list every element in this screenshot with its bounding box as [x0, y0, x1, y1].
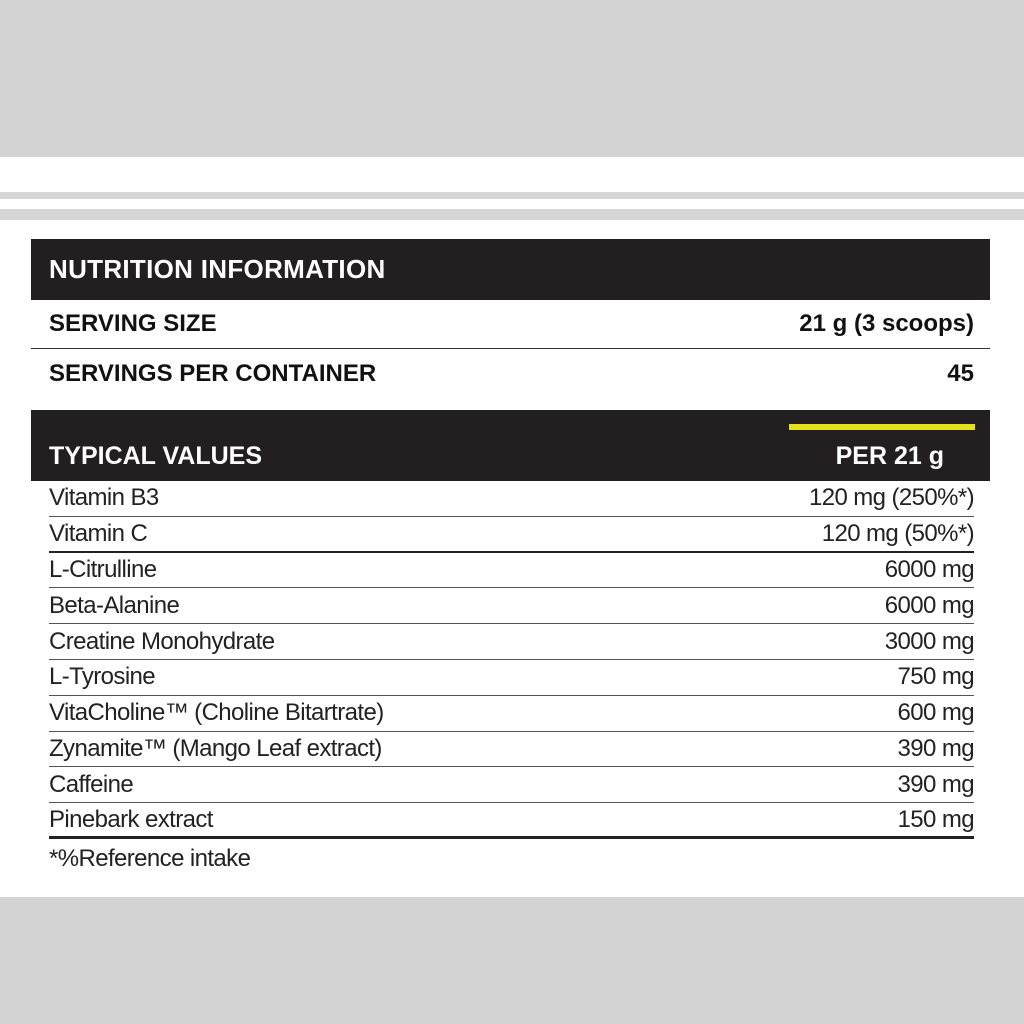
nutrient-list [31, 481, 990, 839]
panel-title: NUTRITION INFORMATION [31, 239, 990, 300]
nutrient-name: VitaCholine™ (Choline Bitartrate) [49, 699, 384, 727]
nutrient-name: L-Citrulline [49, 555, 157, 583]
table-row [49, 803, 974, 839]
nutrient-value: 600 mg [897, 699, 974, 727]
table-row [49, 767, 974, 803]
stripe-upper [0, 192, 1024, 199]
nutrient-value: 120 mg (50%*) [821, 519, 974, 547]
typical-values-header [31, 410, 990, 481]
nutrient-value: 6000 mg [884, 591, 974, 619]
nutrient-name: Vitamin C [49, 519, 148, 547]
nutrient-name: Zynamite™ (Mango Leaf extract) [49, 734, 382, 762]
nutrient-name: L-Tyrosine [49, 663, 156, 691]
table-row [49, 588, 974, 624]
table-row [49, 660, 974, 696]
nutrition-panel [31, 239, 990, 873]
nutrient-value: 390 mg [897, 734, 974, 762]
table-row [49, 696, 974, 732]
accent-bar [789, 424, 975, 430]
nutrient-value: 120 mg (250%*) [808, 484, 974, 512]
serving-size-label: SERVING SIZE [49, 310, 217, 337]
footnote: *%Reference intake [49, 844, 251, 872]
table-row [49, 481, 974, 517]
serving-size-value: 21 g (3 scoops) [799, 310, 974, 337]
nutrient-name: Caffeine [49, 770, 134, 798]
table-row [49, 732, 974, 768]
typical-values-label: TYPICAL VALUES [49, 442, 262, 470]
nutrient-value: 750 mg [897, 663, 974, 691]
per-serving-label: PER 21 g [835, 442, 944, 470]
table-row [49, 517, 974, 553]
servings-per-container-value: 45 [947, 359, 974, 387]
serving-size-row [31, 300, 990, 349]
nutrient-value: 3000 mg [884, 627, 974, 655]
nutrient-value: 150 mg [897, 805, 974, 833]
nutrient-value: 6000 mg [884, 555, 974, 583]
table-row [49, 624, 974, 660]
bottom-gray-band [0, 897, 1024, 1024]
nutrient-name: Creatine Monohydrate [49, 627, 275, 655]
top-gray-band [0, 0, 1024, 157]
nutrient-name: Beta-Alanine [49, 591, 180, 619]
servings-per-container-row [31, 349, 990, 398]
table-row [49, 553, 974, 589]
nutrient-name: Vitamin B3 [49, 484, 159, 512]
nutrient-name: Pinebark extract [49, 805, 213, 833]
nutrient-value: 390 mg [897, 770, 974, 798]
stripe-lower [0, 209, 1024, 220]
servings-per-container-label: SERVINGS PER CONTAINER [49, 359, 377, 387]
